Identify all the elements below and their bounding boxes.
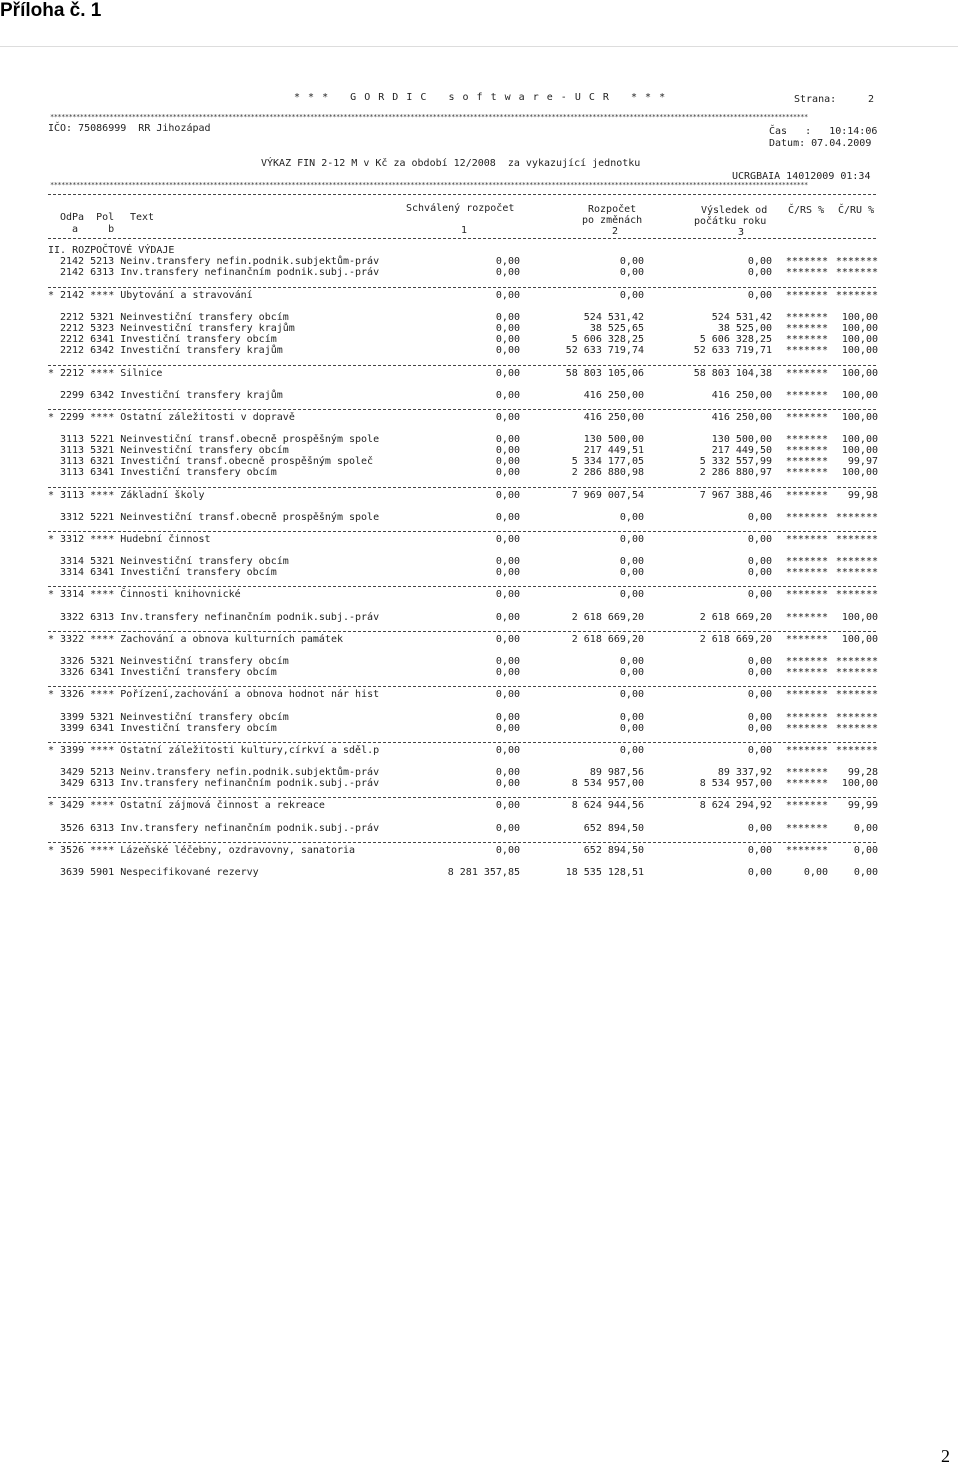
cell-c3: 217 449,50 <box>711 445 772 456</box>
cell-c4: ******* <box>785 823 828 834</box>
table-row <box>46 445 880 456</box>
table-summary-row <box>46 745 880 756</box>
cell-c4: ******* <box>785 556 828 567</box>
col-head-odpa-pol: OdPa Pol <box>60 212 115 223</box>
cell-c1: 0,00 <box>495 634 520 645</box>
cell-c4: 0,00 <box>803 867 828 878</box>
cell-c2: 0,00 <box>619 667 644 678</box>
cell-c3: 0,00 <box>747 745 772 756</box>
row-description: 3113 5221 Neinvestiční transf.obecně prospěšným spole <box>60 434 380 445</box>
cell-c1: 0,00 <box>495 390 520 401</box>
cell-c4: ******* <box>785 290 828 301</box>
row-description: 3526 6313 Inv.transfery nefinančním podnik.subj.-práv <box>60 823 380 834</box>
cell-c1: 0,00 <box>495 445 520 456</box>
row-description: 2212 6341 Investiční transfery obcím <box>60 334 277 345</box>
table-row <box>46 723 880 734</box>
row-description: * 2142 **** Ubytování a stravování <box>48 290 253 301</box>
cell-c3: 0,00 <box>747 656 772 667</box>
row-description: 3312 5221 Neinvestiční transf.obecně prospěšným spole <box>60 512 380 523</box>
cell-c3: 7 967 388,46 <box>699 490 772 501</box>
cell-c3: 0,00 <box>747 667 772 678</box>
row-description: 2212 6342 Investiční transfery krajům <box>60 345 283 356</box>
cell-c3: 0,00 <box>747 256 772 267</box>
row-description: 3429 5213 Neinv.transfery nefin.podnik.subjektům-práv <box>60 767 380 778</box>
cell-c2: 0,00 <box>619 290 644 301</box>
cell-c2: 130 500,00 <box>583 434 644 445</box>
cell-c5: 100,00 <box>841 778 878 789</box>
dash-rule <box>48 287 876 288</box>
cell-c3: 416 250,00 <box>711 390 772 401</box>
cell-c4: ******* <box>785 767 828 778</box>
cell-c1: 0,00 <box>495 345 520 356</box>
row-description: 3399 6341 Investiční transfery obcím <box>60 723 277 734</box>
col-head-rozpocet: Rozpočet <box>588 204 637 215</box>
page-label: Strana: <box>794 94 837 105</box>
cell-c2: 2 286 880,98 <box>571 467 644 478</box>
table-row <box>46 612 880 623</box>
cell-c2: 8 624 944,56 <box>571 800 644 811</box>
cell-c3: 8 534 957,00 <box>699 778 772 789</box>
cell-c2: 652 894,50 <box>583 845 644 856</box>
cell-c1: 0,00 <box>495 467 520 478</box>
cell-c1: 0,00 <box>495 745 520 756</box>
cell-c1: 0,00 <box>495 256 520 267</box>
table-summary-row <box>46 689 880 700</box>
col-head-crs: Č/RS % <box>788 205 825 216</box>
row-description: 3639 5901 Nespecifikované rezervy <box>60 867 259 878</box>
cell-c3: 524 531,42 <box>711 312 772 323</box>
table-row <box>46 267 880 278</box>
cell-c4: ******* <box>785 412 828 423</box>
cell-c5: ******* <box>835 667 878 678</box>
cell-c3: 58 803 104,38 <box>693 368 772 379</box>
table-row <box>46 778 880 789</box>
row-description: 3113 5321 Neinvestiční transfery obcím <box>60 445 289 456</box>
table-row <box>46 390 880 401</box>
cell-c3: 0,00 <box>747 534 772 545</box>
cell-c3: 0,00 <box>747 567 772 578</box>
cell-c2: 524 531,42 <box>583 312 644 323</box>
table-summary-row <box>46 845 880 856</box>
col-head-3: 3 <box>738 227 745 238</box>
table-row <box>46 512 880 523</box>
cell-c5: 99,98 <box>847 490 878 501</box>
cell-c1: 0,00 <box>495 267 520 278</box>
cell-c2: 38 525,65 <box>589 323 644 334</box>
cell-c5: 100,00 <box>841 334 878 345</box>
row-description: 3314 6341 Investiční transfery obcím <box>60 567 277 578</box>
cell-c4: ******* <box>785 512 828 523</box>
row-description: * 3113 **** Základní školy <box>48 490 205 501</box>
cell-c3: 38 525,00 <box>717 323 772 334</box>
cell-c5: ******* <box>835 267 878 278</box>
row-description: 3429 6313 Inv.transfery nefinančním podnik.subj.-práv <box>60 778 380 789</box>
cell-c1: 0,00 <box>495 723 520 734</box>
cell-c5: 0,00 <box>853 823 878 834</box>
dash-rule <box>48 797 876 798</box>
cell-c3: 0,00 <box>747 290 772 301</box>
report-date: Datum: 07.04.2009 <box>769 138 872 149</box>
star-rule: ************************************************************************************************************************************************************************************************************ <box>50 113 808 121</box>
cell-c1: 0,00 <box>495 512 520 523</box>
col-head-schvaleny: Schválený rozpočet <box>406 203 515 214</box>
col-head-pocatku: počátku roku <box>694 216 767 227</box>
cell-c3: 0,00 <box>747 723 772 734</box>
col-head-po-zmenach: po změnách <box>582 215 643 226</box>
cell-c1: 0,00 <box>495 845 520 856</box>
cell-c4: ******* <box>785 745 828 756</box>
row-description: * 3399 **** Ostatní záležitosti kultury,církví a sděl.p <box>48 745 380 756</box>
dash-rule <box>48 631 876 632</box>
cell-c3: 0,00 <box>747 512 772 523</box>
cell-c2: 0,00 <box>619 712 644 723</box>
row-description: 3113 6341 Investiční transfery obcím <box>60 467 277 478</box>
cell-c5: ******* <box>835 567 878 578</box>
cell-c5: ******* <box>835 290 878 301</box>
dash-rule <box>48 686 876 687</box>
dash-rule <box>48 586 876 587</box>
cell-c1: 0,00 <box>495 778 520 789</box>
col-head-1: 1 <box>461 225 468 236</box>
row-description: * 3429 **** Ostatní zájmová činnost a rekreace <box>48 800 325 811</box>
table-summary-row <box>46 368 880 379</box>
cell-c4: ******* <box>785 612 828 623</box>
table-row <box>46 323 880 334</box>
cell-c4: ******* <box>785 267 828 278</box>
col-head-text: Text <box>130 212 155 223</box>
table-row <box>46 767 880 778</box>
cell-c2: 652 894,50 <box>583 823 644 834</box>
cell-c5: ******* <box>835 589 878 600</box>
row-description: * 3526 **** Lázeňské léčebny, ozdravovny, sanatoria <box>48 845 356 856</box>
cell-c2: 0,00 <box>619 745 644 756</box>
cell-c1: 0,00 <box>495 767 520 778</box>
cell-c2: 217 449,51 <box>583 445 644 456</box>
cell-c1: 0,00 <box>495 534 520 545</box>
cell-c4: ******* <box>785 845 828 856</box>
row-description: * 3314 **** Činnosti knihovnické <box>48 589 241 600</box>
row-description: * 3322 **** Zachování a obnova kulturních památek <box>48 634 344 645</box>
table-row <box>46 467 880 478</box>
cell-c1: 0,00 <box>495 667 520 678</box>
cell-c1: 0,00 <box>495 368 520 379</box>
cell-c1: 0,00 <box>495 412 520 423</box>
col-head-cru: Č/RU % <box>838 205 875 216</box>
table-row <box>46 312 880 323</box>
cell-c2: 5 334 177,05 <box>571 456 644 467</box>
cell-c2: 0,00 <box>619 567 644 578</box>
table-row <box>46 556 880 567</box>
cell-c5: 100,00 <box>841 612 878 623</box>
cell-c1: 0,00 <box>495 589 520 600</box>
cell-c4: ******* <box>785 256 828 267</box>
cell-c3: 0,00 <box>747 556 772 567</box>
cell-c4: ******* <box>785 456 828 467</box>
cell-c5: ******* <box>835 256 878 267</box>
cell-c3: 2 286 880,97 <box>699 467 772 478</box>
cell-c5: 0,00 <box>853 867 878 878</box>
row-description: 2142 6313 Inv.transfery nefinančním podnik.subj.-práv <box>60 267 380 278</box>
dash-rule <box>48 742 876 743</box>
cell-c5: ******* <box>835 556 878 567</box>
cell-c5: ******* <box>835 534 878 545</box>
cell-c2: 2 618 669,20 <box>571 612 644 623</box>
cell-c3: 2 618 669,20 <box>699 612 772 623</box>
cell-c4: ******* <box>785 334 828 345</box>
header-divider <box>0 46 958 47</box>
table-row <box>46 456 880 467</box>
cell-c1: 0,00 <box>495 312 520 323</box>
table-row <box>46 712 880 723</box>
cell-c4: ******* <box>785 589 828 600</box>
cell-c2: 2 618 669,20 <box>571 634 644 645</box>
cell-c4: ******* <box>785 390 828 401</box>
table-summary-row <box>46 589 880 600</box>
cell-c4: ******* <box>785 656 828 667</box>
cell-c4: ******* <box>785 323 828 334</box>
cell-c1: 0,00 <box>495 290 520 301</box>
cell-c3: 130 500,00 <box>711 434 772 445</box>
row-description: 2212 5323 Neinvestiční transfery krajům <box>60 323 295 334</box>
table-row <box>46 334 880 345</box>
statement-title: VÝKAZ FIN 2-12 M v Kč za období 12/2008 za vykazující jednotku <box>261 158 641 169</box>
col-head-vysledek: Výsledek od <box>701 205 768 216</box>
cell-c3: 0,00 <box>747 845 772 856</box>
organization-id: IČO: 75086999 RR Jihozápad <box>48 123 211 134</box>
cell-c1: 0,00 <box>495 490 520 501</box>
cell-c5: ******* <box>835 689 878 700</box>
cell-c4: ******* <box>785 534 828 545</box>
cell-c5: ******* <box>835 712 878 723</box>
cell-c4: ******* <box>785 467 828 478</box>
cell-c3: 0,00 <box>747 689 772 700</box>
page-number: 2 <box>941 1446 950 1466</box>
dash-rule <box>48 842 876 843</box>
dash-rule <box>48 531 876 532</box>
cell-c2: 0,00 <box>619 556 644 567</box>
cell-c3: 416 250,00 <box>711 412 772 423</box>
cell-c2: 0,00 <box>619 656 644 667</box>
cell-c5: 100,00 <box>841 445 878 456</box>
cell-c5: 100,00 <box>841 390 878 401</box>
cell-c4: ******* <box>785 567 828 578</box>
cell-c3: 5 606 328,25 <box>699 334 772 345</box>
cell-c5: 99,28 <box>847 767 878 778</box>
cell-c3: 0,00 <box>747 712 772 723</box>
cell-c4: ******* <box>785 368 828 379</box>
cell-c5: 100,00 <box>841 467 878 478</box>
cell-c2: 0,00 <box>619 256 644 267</box>
cell-c2: 8 534 957,00 <box>571 778 644 789</box>
cell-c5: ******* <box>835 745 878 756</box>
row-description: * 3312 **** Hudební činnost <box>48 534 211 545</box>
table-summary-row <box>46 490 880 501</box>
cell-c4: ******* <box>785 345 828 356</box>
table-row <box>46 867 880 878</box>
cell-c1: 0,00 <box>495 567 520 578</box>
cell-c4: ******* <box>785 667 828 678</box>
report-banner: * * * G O R D I C s o f t w a r e - U C R * * * <box>294 92 667 103</box>
col-head-2: 2 <box>612 226 619 237</box>
row-description: 2299 6342 Investiční transfery krajům <box>60 390 283 401</box>
cell-c2: 7 969 007,54 <box>571 490 644 501</box>
cell-c2: 18 535 128,51 <box>565 867 644 878</box>
cell-c1: 0,00 <box>495 823 520 834</box>
cell-c1: 0,00 <box>495 556 520 567</box>
cell-c4: ******* <box>785 634 828 645</box>
report-code: UCRGBAIA 14012009 01:34 <box>732 171 871 182</box>
table-row <box>46 823 880 834</box>
cell-c4: ******* <box>785 723 828 734</box>
dash-rule <box>48 487 876 488</box>
table-row <box>46 656 880 667</box>
cell-c2: 416 250,00 <box>583 412 644 423</box>
cell-c3: 0,00 <box>747 589 772 600</box>
section-title: II. ROZPOČTOVÉ VÝDAJE <box>48 245 175 256</box>
report-time: Čas : 10:14:06 <box>769 126 878 137</box>
cell-c3: 89 337,92 <box>717 767 772 778</box>
cell-c2: 0,00 <box>619 689 644 700</box>
cell-c5: ******* <box>835 512 878 523</box>
cell-c2: 0,00 <box>619 267 644 278</box>
cell-c3: 52 633 719,71 <box>693 345 772 356</box>
row-description: 3314 5321 Neinvestiční transfery obcím <box>60 556 289 567</box>
cell-c4: ******* <box>785 490 828 501</box>
cell-c1: 0,00 <box>495 800 520 811</box>
cell-c2: 5 606 328,25 <box>571 334 644 345</box>
cell-c2: 52 633 719,74 <box>565 345 644 356</box>
cell-c1: 0,00 <box>495 712 520 723</box>
cell-c5: 100,00 <box>841 368 878 379</box>
row-description: 2142 5213 Neinv.transfery nefin.podnik.subjektům-práv <box>60 256 380 267</box>
cell-c3: 0,00 <box>747 267 772 278</box>
cell-c5: 100,00 <box>841 412 878 423</box>
table-summary-row <box>46 412 880 423</box>
dash-rule <box>48 238 876 239</box>
cell-c3: 0,00 <box>747 867 772 878</box>
cell-c2: 0,00 <box>619 723 644 734</box>
cell-c4: ******* <box>785 800 828 811</box>
row-description: 3399 5321 Neinvestiční transfery obcím <box>60 712 289 723</box>
cell-c5: 100,00 <box>841 312 878 323</box>
cell-c2: 416 250,00 <box>583 390 644 401</box>
col-head-a-b: a b <box>72 224 115 235</box>
cell-c5: 100,00 <box>841 634 878 645</box>
row-description: 3326 6341 Investiční transfery obcím <box>60 667 277 678</box>
cell-c2: 0,00 <box>619 512 644 523</box>
cell-c4: ******* <box>785 445 828 456</box>
table-summary-row <box>46 634 880 645</box>
cell-c4: ******* <box>785 312 828 323</box>
table-row <box>46 567 880 578</box>
cell-c4: ******* <box>785 689 828 700</box>
cell-c1: 0,00 <box>495 334 520 345</box>
cell-c3: 5 332 557,99 <box>699 456 772 467</box>
cell-c1: 0,00 <box>495 656 520 667</box>
cell-c3: 2 618 669,20 <box>699 634 772 645</box>
cell-c5: 100,00 <box>841 434 878 445</box>
cell-c4: ******* <box>785 778 828 789</box>
attachment-title: Příloha č. 1 <box>0 0 102 21</box>
row-description: * 2299 **** Ostatní záležitosti v dopravě <box>48 412 295 423</box>
row-description: 3113 6321 Investiční transf.obecně prospěšným společ <box>60 456 374 467</box>
cell-c5: ******* <box>835 656 878 667</box>
cell-c5: 99,99 <box>847 800 878 811</box>
cell-c1: 8 281 357,85 <box>447 867 520 878</box>
cell-c1: 0,00 <box>495 689 520 700</box>
cell-c5: 99,97 <box>847 456 878 467</box>
cell-c2: 58 803 105,06 <box>565 368 644 379</box>
cell-c3: 0,00 <box>747 823 772 834</box>
cell-c4: ******* <box>785 712 828 723</box>
row-description: * 2212 **** Silnice <box>48 368 163 379</box>
row-description: 3326 5321 Neinvestiční transfery obcím <box>60 656 289 667</box>
cell-c2: 0,00 <box>619 589 644 600</box>
cell-c5: 100,00 <box>841 345 878 356</box>
cell-c5: 100,00 <box>841 323 878 334</box>
star-rule: ************************************************************************************************************************************************************************************************************ <box>50 181 808 189</box>
table-row <box>46 256 880 267</box>
cell-c1: 0,00 <box>495 456 520 467</box>
cell-c4: ******* <box>785 434 828 445</box>
cell-c2: 0,00 <box>619 534 644 545</box>
table-row <box>46 667 880 678</box>
row-description: 3322 6313 Inv.transfery nefinančním podnik.subj.-práv <box>60 612 380 623</box>
table-row <box>46 434 880 445</box>
table-summary-row <box>46 290 880 301</box>
cell-c5: 0,00 <box>853 845 878 856</box>
page-value: 2 <box>868 94 875 105</box>
cell-c1: 0,00 <box>495 434 520 445</box>
dash-rule <box>48 409 876 410</box>
cell-c2: 89 987,56 <box>589 767 644 778</box>
row-description: * 3326 **** Pořízení,zachování a obnova hodnot nár hist <box>48 689 380 700</box>
table-row <box>46 345 880 356</box>
table-summary-row <box>46 534 880 545</box>
cell-c1: 0,00 <box>495 612 520 623</box>
row-description: 2212 5321 Neinvestiční transfery obcím <box>60 312 289 323</box>
cell-c1: 0,00 <box>495 323 520 334</box>
cell-c3: 8 624 294,92 <box>699 800 772 811</box>
table-summary-row <box>46 800 880 811</box>
cell-c5: ******* <box>835 723 878 734</box>
dash-rule <box>48 194 876 195</box>
dash-rule <box>48 365 876 366</box>
